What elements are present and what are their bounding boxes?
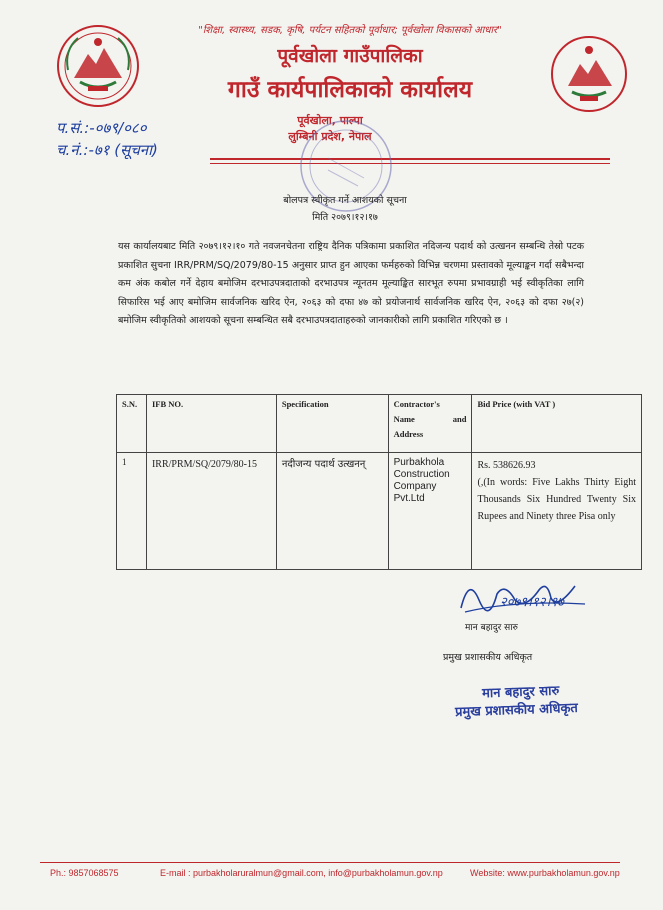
header-contractor-line3: Address [393,429,424,439]
cell-bid-words: (,(In words: Five Lakhs Thirty Eight Thousands Six Hundred Twenty Six Rupees and Ninety three Pisa only [477,477,636,522]
motto: "शिक्षा, स्वास्थ्य, सडक, कृषि, पर्यटन सहितको पूर्वाधार; पूर्वखोला विकासको आधार" [198,25,502,36]
office-name: गाउँ कार्यपालिकाको कार्यालय [227,77,473,103]
header-contractor-line1: Contractor's [393,399,440,409]
header-rule [210,158,610,160]
cell-bid-amount: Rs. 538626.93 [477,460,536,471]
header-rule-thin [210,163,610,164]
cell-spec: नदीजन्य पदार्थ उत्खनन् [276,453,388,570]
stamp-name: मान बहादुर सारु [481,683,560,702]
signature-post: प्रमुख प्रशासकीय अधिकृत [443,652,533,663]
notice-body: यस कार्यालयबाट मिति २०७९।१२।१० गते नवजनचेतना राष्ट्रिय दैनिक पत्रिकामा प्रकाशित नदिजन्य पदार्थ को उत्खनन सम्बन्धि तेस्रो पटक प्रकाशित सुचना IRR/PRM/SQ/2079/80-15 अनुसार प्राप्त हुन आएका फर्महरुको विभिन्न चरणमा प्रस्तावको मूल्याङ्कन गर्दा सबैभन्दा कम अंक कबोल गर्ने देहाय बमोजिम दरभाउपत्रदाताको दरभाउपत्र न्यूनतम मूल्याङ्कित सारभूत रुपमा प्रभावग्राही भई स्वीकृतिका लागि सिफारिस भई आए बमोजिम सार्वजनिक खरिद ऐन, २०६३ को दफा ४७ को प्रयोजनार्थ सार्वजनिक खरिद ऐन, २०६३ को दफा २७(२) बमोजिम स्वीकृतिको आशयको सूचना सम्बन्धित सबै दरभाउपत्रदाताहरुको जानकारीको लागि प्रकाशित गरिएको छ । [118,241,584,326]
notice-title: बोलपत्र स्वीकृत गर्ने आशयको सूचना [283,195,407,206]
table-header-row [117,395,642,453]
cell-sn: 1 [117,453,147,570]
header-contractor-and: and [452,414,467,424]
reference-dispatch: च.नं.:-७१ (सूचना) [56,141,158,159]
stamp-post: प्रमुख प्रशासकीय अधिकृत [454,700,579,721]
table-row [117,453,642,570]
bid-table [116,394,642,570]
address-line-1: पूर्वखोला, पाल्पा [297,114,363,127]
footer-phone: Ph.: 9857068575 [50,868,119,878]
header-sn: S.N. [117,395,147,453]
header-spec: Specification [276,395,388,453]
header-bid: Bid Price (with VAT ) [472,395,642,453]
footer-rule [40,862,620,863]
cell-bid [472,453,642,570]
address-line-2: लुम्बिनी प्रदेश, नेपाल [288,130,372,143]
cell-contractor: Purbakhola Construction Company Pvt.Ltd [388,453,472,570]
signature-name: मान बहादुर सारु [465,623,518,633]
header-ifb: IFB NO. [146,395,276,453]
header-contractor-name: Name [393,414,415,424]
signature-date: २०७९।१२।१७ [500,595,564,610]
reference-fiscal: प.सं.:-०७९/०८० [56,119,147,137]
header-contractor-line2 [394,414,467,424]
footer-website: Website: www.purbakholamun.gov.np [470,868,620,878]
header-contractor [388,395,472,453]
cell-ifb: IRR/PRM/SQ/2079/80-15 [146,453,276,570]
footer-email: E-mail : purbakholaruralmun@gmail.com, info@purbakholamun.gov.np [160,868,443,878]
notice-date: मिति २०७९।१२।१७ [312,212,378,223]
org-name: पूर्वखोला गाउँपालिका [277,45,423,67]
